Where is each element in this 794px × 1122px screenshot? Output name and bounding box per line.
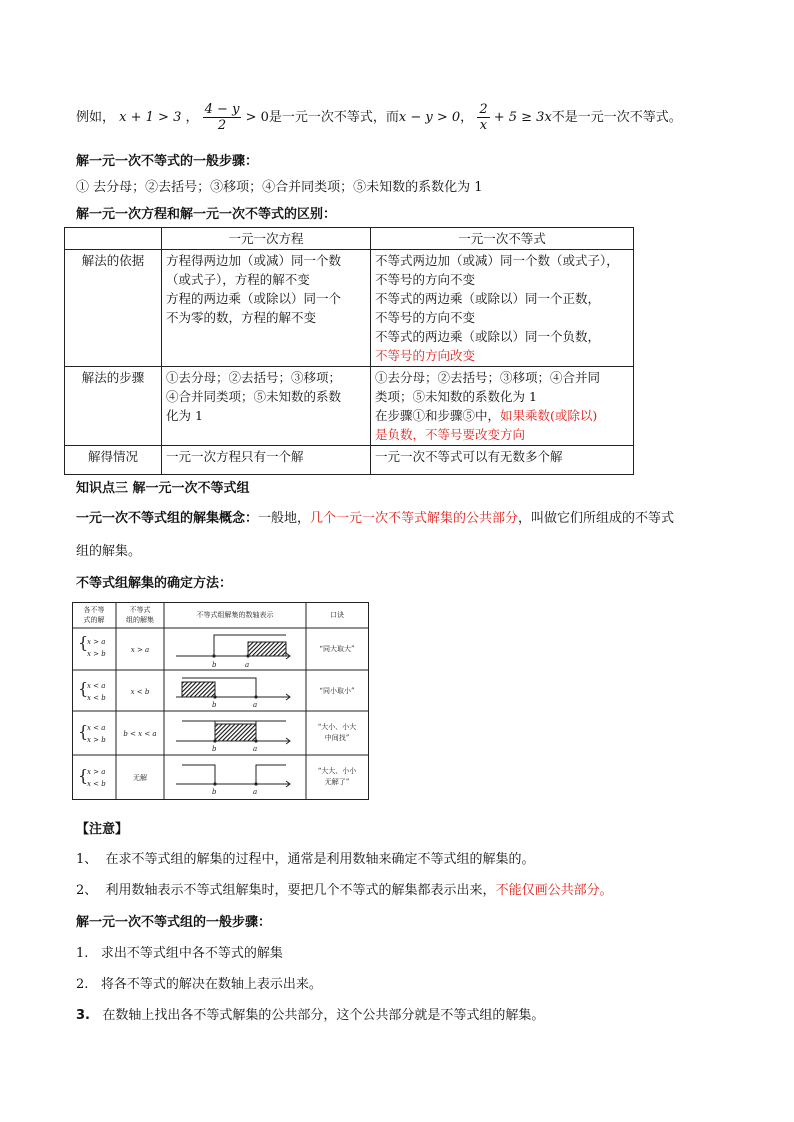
note-highlight: 不能仅画公共部分。 xyxy=(495,883,613,898)
point-b xyxy=(212,654,215,657)
example-fraction-1 xyxy=(203,102,242,133)
cell-line: 一元一次不等式可以有无数多个解 xyxy=(375,449,563,464)
concept-line-2: 组的解集。 xyxy=(76,544,142,559)
group-step-1 xyxy=(76,942,283,961)
sol-text: b < x < a xyxy=(123,730,157,738)
note-number: 1、 xyxy=(76,852,98,867)
point-a xyxy=(254,739,257,742)
brace: { xyxy=(78,679,89,698)
step-number: 3. xyxy=(76,1008,90,1023)
step-text: 将各不等式的解决在数轴上表示出来。 xyxy=(100,977,322,992)
equation-cell xyxy=(162,446,371,475)
steps-line: ① 去分母；②去括号；③移项；④合并同类项；⑤未知数的系数化为 1 xyxy=(76,180,483,195)
step-text: 求出不等式组中各不等式的解集 xyxy=(100,946,283,961)
sys-line: x > a xyxy=(87,768,106,776)
cell-line: 不等式的两边乘（或除以）同一个负数， xyxy=(375,329,601,344)
example-line xyxy=(76,100,682,136)
fig-header-3: 不等式组解集的数轴表示 xyxy=(196,611,274,619)
rhyme-text: 无解了” xyxy=(324,778,350,786)
fig-row-1 xyxy=(78,633,355,669)
rhyme-text: 中间找” xyxy=(324,734,350,742)
sys-line: x > a xyxy=(87,638,106,646)
concept-highlight: 几个一元一次不等式解集的公共部分 xyxy=(310,511,519,526)
point-b xyxy=(213,782,216,785)
note-number: 2、 xyxy=(76,883,98,898)
table-row xyxy=(65,367,634,446)
kp3-heading: 知识点三 解一元一次不等式组 xyxy=(76,481,250,496)
cell-line: ①去分母；②去括号；③移项；④合并同 xyxy=(375,370,601,385)
brace: { xyxy=(78,633,89,652)
cell-line-highlight: 是负数，不等号要改变方向 xyxy=(375,427,526,442)
cell-line: 不等式两边加（或减）同一个数（或式子）， xyxy=(375,253,619,268)
note-text: 在求不等式组的解集的过程中，通常是利用数轴来确定不等式组的解集的。 xyxy=(105,852,535,867)
note-1 xyxy=(76,848,535,867)
point-a xyxy=(254,782,257,785)
example-gt-zero: > 0 xyxy=(241,110,269,125)
solution-region xyxy=(248,642,286,656)
ray-b xyxy=(182,765,215,784)
table-corner-cell xyxy=(65,228,162,250)
concept-text: 一般地， xyxy=(258,511,311,526)
concept-line-1 xyxy=(76,507,674,526)
sys-line: x < b xyxy=(87,780,106,788)
fig-header-1: 各不等 xyxy=(83,606,105,614)
inequality-cell xyxy=(371,367,634,446)
sol-text: x > a xyxy=(130,646,150,654)
cell-line: 不等号的方向不变 xyxy=(375,310,476,325)
point-b xyxy=(213,739,216,742)
cell-line: 方程的两边乘（或除以）同一个 xyxy=(166,291,342,306)
cell-line: 化为 1 xyxy=(166,408,203,423)
table-row xyxy=(65,250,634,367)
point-a-label: a xyxy=(245,661,250,669)
inequality-cell xyxy=(371,446,634,475)
rhyme-text: “大小、小大 xyxy=(317,723,357,731)
step-number: 1. xyxy=(76,946,89,961)
concept-text: ，叫做它们所组成的不等式 xyxy=(518,511,675,526)
diff-heading: 解一元一次方程和解一元一次不等式的区别： xyxy=(76,207,337,222)
fig-row-2 xyxy=(78,678,355,709)
note-2 xyxy=(76,879,613,898)
point-a-label: a xyxy=(253,701,258,709)
cell-line xyxy=(375,406,629,425)
fraction-2-denominator: x xyxy=(479,118,488,133)
ray-a xyxy=(256,765,286,784)
equation-cell xyxy=(162,367,371,446)
note-black-text: 在步骤①和步骤⑤中， xyxy=(375,408,501,423)
solution-set-figure xyxy=(72,602,369,800)
fig-header-1b: 式的解 xyxy=(83,616,105,624)
fig-header-4: 口诀 xyxy=(330,611,344,619)
row-label: 解得情况 xyxy=(65,446,162,475)
cell-line: 不等式的两边乘（或除以）同一个正数， xyxy=(375,291,601,306)
row-label: 解法的依据 xyxy=(65,250,162,367)
sys-line: x < b xyxy=(87,694,106,702)
fraction-1-denominator: 2 xyxy=(217,118,227,133)
cell-line-highlight: 不等号的方向改变 xyxy=(375,348,476,363)
example-ineq-1: x + 1 > 3 xyxy=(119,110,182,125)
note-heading: 【注意】 xyxy=(76,822,129,837)
note-text: 利用数轴表示不等式组解集时，要把几个不等式的解集都表示出来， xyxy=(105,883,496,898)
example-fraction-2 xyxy=(477,102,489,133)
fraction-1-numerator: 4 − y xyxy=(204,102,240,117)
example-ineq-4-tail: + 5 ≥ 3x xyxy=(489,110,552,125)
inequality-cell xyxy=(371,250,634,367)
sys-line: x > b xyxy=(87,736,106,744)
group-step-3 xyxy=(76,1004,544,1023)
rhyme-text: “同大取大” xyxy=(319,645,355,653)
point-b xyxy=(213,695,216,698)
sys-line: x < a xyxy=(87,682,106,690)
point-b-label: b xyxy=(212,661,217,669)
table-header-row xyxy=(65,228,634,250)
example-not-text: 不是一元一次不等式。 xyxy=(551,110,682,125)
example-sep-1: ， xyxy=(185,110,199,125)
group-step-2 xyxy=(76,973,322,992)
col-header-inequality: 一元一次不等式 xyxy=(371,228,634,250)
step-text: 在数轴上找出各不等式解集的公共部分，这个公共部分就是不等式组的解集。 xyxy=(102,1008,545,1023)
step-number: 2. xyxy=(76,977,89,992)
point-b-label: b xyxy=(212,701,217,709)
example-sep-2: ， xyxy=(460,110,474,125)
solution-region xyxy=(215,724,256,741)
comparison-table xyxy=(64,227,634,475)
cell-line: 不等号的方向不变 xyxy=(375,272,476,287)
table-row xyxy=(65,446,634,475)
rhyme-text: “大大、小小 xyxy=(317,767,357,775)
fig-row-4 xyxy=(78,765,357,796)
example-prefix: 例如， xyxy=(76,110,116,125)
point-b-label: b xyxy=(212,788,217,796)
concept-label: 一元一次不等式组的解集概念： xyxy=(76,511,259,526)
sol-text: 无解 xyxy=(133,774,147,782)
brace: { xyxy=(78,722,89,741)
point-a-label: a xyxy=(253,788,258,796)
sys-line: x > b xyxy=(87,650,106,658)
rhyme-text: “同小取小” xyxy=(319,687,355,695)
point-a xyxy=(254,695,257,698)
cell-line: 类项；⑤未知数的系数化为 1 xyxy=(375,389,537,404)
cell-line: 一元一次方程只有一个解 xyxy=(166,449,304,464)
steps-heading: 解一元一次不等式的一般步骤： xyxy=(76,154,259,169)
fig-row-3 xyxy=(78,721,356,753)
example-is-text: 是一元一次不等式，而 xyxy=(268,110,399,125)
method-heading: 不等式组解集的确定方法： xyxy=(76,576,233,591)
cell-line: ④合并同类项；⑤未知数的系数 xyxy=(166,389,342,404)
fraction-2-numerator: 2 xyxy=(479,102,488,117)
cell-line: （或式子），方程的解不变 xyxy=(166,272,310,287)
note-red-text: 如果乘数(或除以) xyxy=(500,408,598,423)
group-steps-heading: 解一元一次不等式组的一般步骤： xyxy=(76,915,272,930)
point-a xyxy=(246,654,249,657)
equation-cell xyxy=(162,250,371,367)
fig-header-2: 不等式 xyxy=(129,606,151,614)
row-label: 解法的步骤 xyxy=(65,367,162,446)
cell-line: 不为零的数，方程的解不变 xyxy=(166,310,317,325)
example-ineq-3: x − y > 0 xyxy=(398,110,461,125)
col-header-equation: 一元一次方程 xyxy=(162,228,371,250)
cell-line: 方程得两边加（或减）同一个数 xyxy=(166,253,342,268)
point-b-label: b xyxy=(212,745,217,753)
brace: { xyxy=(78,766,89,785)
sol-text: x < b xyxy=(130,688,150,696)
solution-region xyxy=(182,682,215,697)
solution-set-figure-svg xyxy=(72,602,369,800)
point-a-label: a xyxy=(253,745,258,753)
cell-line: ①去分母；②去括号；③移项； xyxy=(166,370,342,385)
sys-line: x < a xyxy=(87,724,106,732)
fig-header-2b: 组的解集 xyxy=(126,616,154,624)
